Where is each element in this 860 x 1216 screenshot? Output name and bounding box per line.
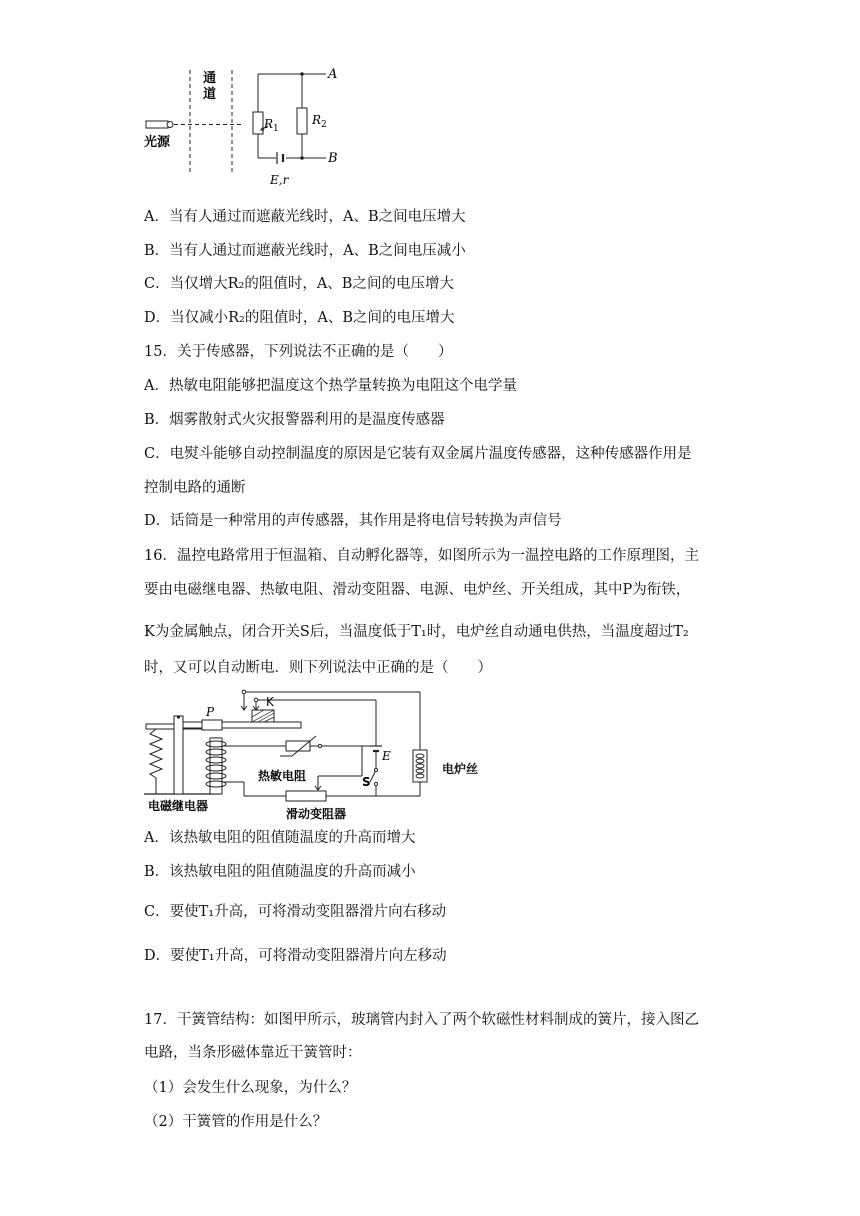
q15-stem: 15．关于传感器，下列说法不正确的是（ ） [144,344,453,360]
q15-option-c: C．电熨斗能够自动控制温度的原因是它装有双金属片温度传感器，这种传感器作用是 [144,446,692,462]
q14-option-b: B．当有人通过而遮蔽光线时，A、B之间电压减小 [144,243,466,259]
q16-option-d: D．要使T₁升高，可将滑动变阻器滑片向左移动 [144,948,447,964]
r2-label: $R_2$ [312,113,327,130]
label-p: P [206,705,215,719]
thermistor-label: 热敏电阻 [258,769,307,783]
label-e: E [382,749,391,763]
label-s: S [362,775,371,789]
q17-sub-question-2: （2）干簧管的作用是什么？ [144,1114,328,1130]
q17-stem-line-2: 电路，当条形磁体靠近干簧管时： [144,1045,362,1061]
light-source-label: 光源 [144,135,171,150]
rheostat-label: 滑动变阻器 [286,807,347,821]
light-source-icon [146,121,168,128]
q14-option-d: D．当仅减小R₂的阻值时，A、B之间的电压增大 [144,310,455,326]
r1-label: $R_1$ [264,117,279,134]
figure-temperature-control-circuit [140,686,440,824]
terminal-a-label: A [328,67,338,82]
rheostat [286,791,326,801]
q15-option-d: D．话筒是一种常用的声传感器，其作用是将电信号转换为声信号 [144,513,562,529]
temperature-control-circuit-diagram [140,686,440,824]
q16-option-a: A．该热敏电阻的阻值随温度的升高而增大 [144,830,416,846]
label-k: K [266,695,274,709]
q14-option-c: C．当仅增大R₂的阻值时，A、B之间的电压增大 [144,276,454,292]
spring-icon [150,729,162,778]
q15-option-a: A．热敏电阻能够把温度这个热学量转换为电阻这个电学量 [144,378,517,394]
q16-stem-line-2: 要由电磁继电器、热敏电阻、滑动变阻器、电源、电炉丝、开关组成，其中P为衔铁， [144,582,691,598]
thermistor [286,741,310,751]
armature-p [183,722,301,728]
light-sensor-circuit-diagram [140,62,350,190]
figure-light-sensor-circuit [140,62,350,190]
q16-stem-line-3: K为金属触点，闭合开关S后，当温度低于T₁时，电炉丝自动通电供热，当温度超过T₂ [144,624,689,640]
q16-stem-line-1: 16．温控电路常用于恒温箱、自动孵化器等，如图所示为一温控电路的工作原理图，主 [144,548,699,564]
terminal-b-label: B [328,151,338,166]
q17-sub-question-1: （1）会发生什么现象，为什么？ [144,1080,357,1096]
heater-label-text: 电炉丝 [442,762,479,776]
q16-option-c: C．要使T₁升高，可将滑动变阻器滑片向右移动 [144,904,447,920]
battery-label: E,r [270,173,289,187]
q17-stem-line-1: 17．干簧管结构：如图甲所示，玻璃管内封入了两个软磁性材料制成的簧片，接入图乙 [144,1012,699,1028]
resistor-r2 [297,108,307,134]
channel-label-1: 通 [203,71,217,86]
q14-option-a: A．当有人通过而遮蔽光线时，A、B之间电压增大 [144,209,466,225]
q15-option-c-cont: 控制电路的通断 [144,480,246,496]
relay-label: 电磁继电器 [148,799,209,813]
heater-element [413,750,427,782]
q16-stem-line-4: 时，又可以自动断电．则下列说法中正确的是（ ） [144,660,492,676]
channel-label-2: 道 [203,87,217,102]
q16-option-b: B．该热敏电阻的阻值随温度的升高而减小 [144,864,416,880]
photoresistor-r1 [253,112,263,134]
q15-option-b: B．烟雾散射式火灾报警器利用的是温度传感器 [144,412,445,428]
